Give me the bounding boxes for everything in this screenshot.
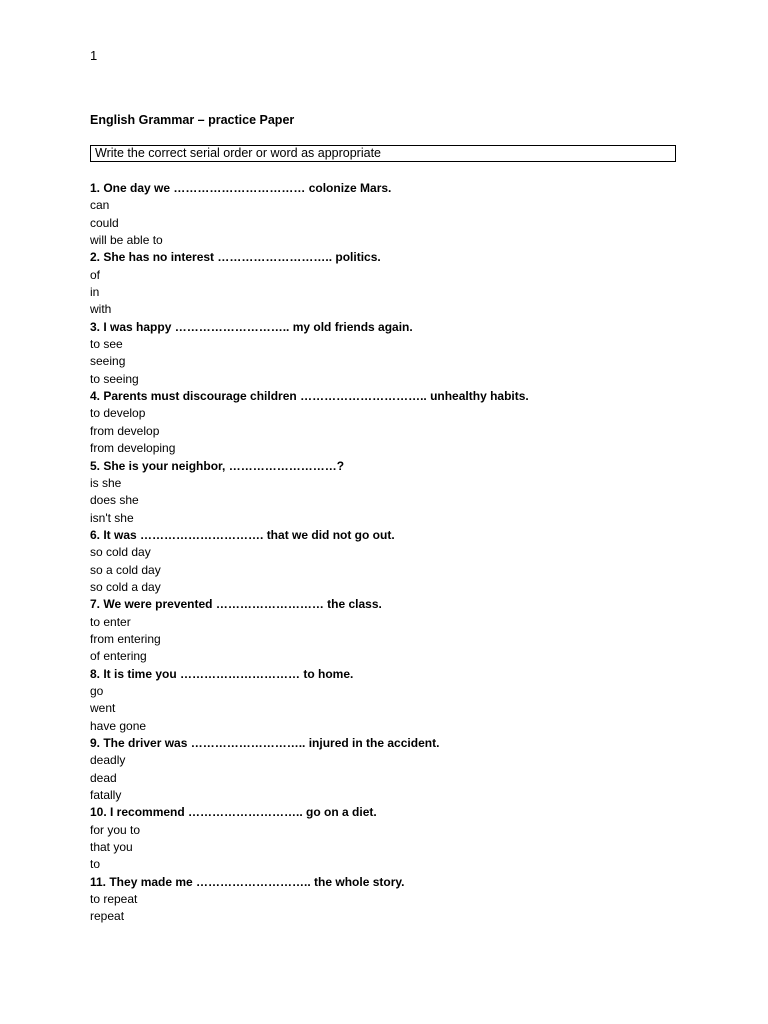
answer-option: to repeat (90, 892, 138, 907)
question-2 (90, 249, 690, 318)
answer-option: to develop (90, 406, 146, 421)
answer-option: does she (90, 493, 139, 508)
question-list (90, 180, 690, 926)
instruction-text: Write the correct serial order or word as appropriate (95, 146, 381, 160)
question-6 (90, 527, 690, 596)
question-stem: 11. They made me ……………………….. the whole story. (90, 874, 405, 889)
answer-option: from develop (90, 423, 160, 438)
answer-option: will be able to (90, 233, 163, 248)
answer-option: to enter (90, 614, 131, 629)
answer-option: for you to (90, 822, 141, 837)
answer-option: go (90, 683, 104, 698)
question-11 (90, 874, 690, 926)
paper-title: English Grammar – practice Paper (90, 113, 295, 127)
answer-option: is she (90, 475, 122, 490)
question-stem: 3. I was happy ……………………….. my old friends again. (90, 319, 413, 334)
question-stem: 7. We were prevented ……………………… the class. (90, 597, 382, 612)
answer-option: fatally (90, 788, 122, 803)
question-stem: 6. It was …………………………. that we did not go out. (90, 527, 395, 542)
question-8 (90, 666, 690, 735)
answer-option: with (90, 302, 112, 317)
answer-option: went (90, 701, 116, 716)
answer-option: from developing (90, 441, 176, 456)
question-stem: 9. The driver was ……………………….. injured in the accident. (90, 736, 440, 750)
question-7 (90, 596, 690, 665)
answer-option: so cold a day (90, 579, 161, 594)
answer-option: can (90, 198, 110, 213)
answer-option: that you (90, 840, 133, 855)
answer-option: so cold day (90, 545, 151, 560)
question-stem: 5. She is your neighbor, ………………………? (90, 458, 345, 473)
answer-option: from entering (90, 631, 161, 646)
answer-option: dead (90, 770, 117, 785)
answer-option: isn't she (90, 510, 134, 525)
question-stem: 2. She has no interest ……………………….. politics. (90, 250, 381, 265)
question-stem: 4. Parents must discourage children ………………………….. unhealthy habits. (90, 389, 529, 404)
answer-option: of entering (90, 649, 147, 664)
answer-option: deadly (90, 753, 126, 768)
answer-option: have gone (90, 718, 147, 733)
question-1 (90, 180, 690, 249)
question-stem: 8. It is time you ………………………… to home. (90, 666, 354, 681)
question-stem: 10. I recommend ……………………….. go on a diet. (90, 805, 377, 820)
page-number: 1 (90, 48, 98, 63)
answer-option: to seeing (90, 371, 139, 386)
answer-option: so a cold day (90, 562, 161, 577)
question-5 (90, 458, 690, 527)
answer-option: to (90, 857, 101, 872)
answer-option: could (90, 215, 119, 230)
question-4 (90, 388, 690, 457)
instruction-box (90, 145, 676, 162)
answer-option: to see (90, 337, 123, 352)
question-3 (90, 319, 690, 388)
question-9 (90, 735, 690, 804)
answer-option: in (90, 285, 100, 300)
answer-option: of (90, 267, 101, 282)
answer-option: repeat (90, 909, 125, 924)
answer-option: seeing (90, 354, 126, 369)
question-stem: 1. One day we …………………………… colonize Mars. (90, 181, 392, 195)
question-10 (90, 804, 690, 873)
